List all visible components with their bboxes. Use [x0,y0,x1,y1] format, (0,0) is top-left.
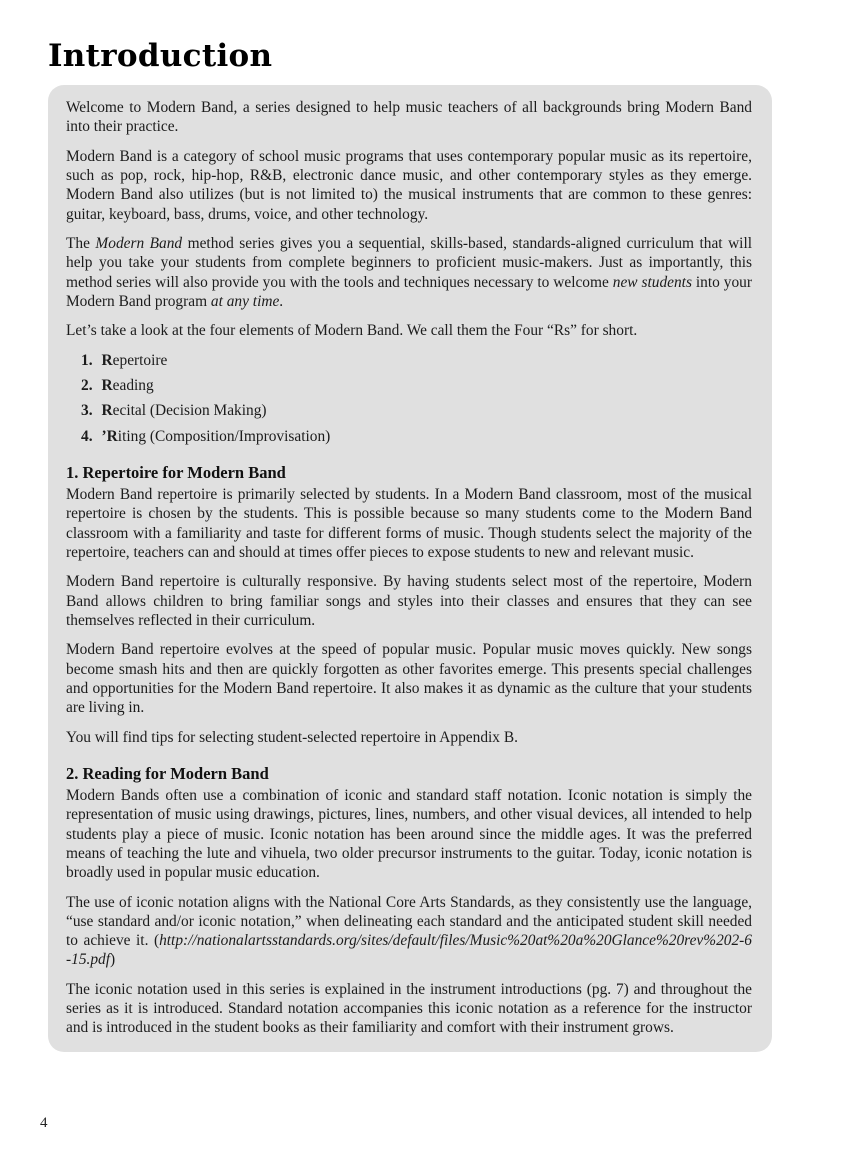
text-segment: . [279,292,284,310]
paragraph-definition: Modern Band is a category of school music programs that uses contemporary popular music as its repertoire, such as pop, rock, hip-hop, R&B, electronic dance music, and other contemporary styles as they emerge. Modern Band also utilizes (but is not limited to) the musical instruments that are common to these genres: guitar, keyboard, bass, drums, voice, and other technology. [66,147,752,223]
text-segment: ) [110,951,116,969]
list-number: 4. [81,427,93,445]
paragraph-repertoire-3: Modern Band repertoire evolves at the speed of popular music. Popular music moves quickly. New songs become smash hits and then are quickly forgotten as other favorites emerge. This presents special challenges and opportunities for the Modern Band repertoire. It also makes it as dynamic as the culture that your students are living in. [66,641,752,717]
list-lead-letter: ’R [101,427,118,445]
paragraph-reading-2 [66,893,752,970]
list-item [81,427,752,446]
list-label: ecital (Decision Making) [112,402,267,420]
paragraph-repertoire-2: Modern Band repertoire is culturally responsive. By having students select most of the repertoire, Modern Band allows children to bring familiar songs and styles into their classes and ensures that they can see themselves reflected in their curriculum. [66,573,752,629]
text-segment: method series gives you a sequential, skills-based, standards-aligned curriculum that will help you take your students from complete beginners to proficient music-makers. Just as importantly, this method series will also provide you with the tools and techniques necessary to welcome [66,234,753,291]
list-label: eading [112,376,154,394]
standards-url: http://nationalartsstandards.org/sites/default/files/Music%20at%20a%20Glance%20rev%202-6-15.pdf [66,932,752,969]
page-title: Introduction [48,38,273,74]
paragraph-method-series [66,234,752,311]
four-rs-list [81,351,752,446]
list-label: epertoire [112,351,168,369]
paragraph-repertoire-4: You will find tips for selecting student-selected repertoire in Appendix B. [66,728,518,746]
paragraph-four-rs-intro: Let’s take a look at the four elements of Modern Band. We call them the Four “Rs” for short. [66,322,638,340]
italic-segment: Modern Band [95,234,183,252]
paragraph-reading-3: The iconic notation used in this series is explained in the instrument introductions (pg. 7) and throughout the series as it is introduced. Standard notation accompanies this iconic notation as a reference for the instructor and is introduced in the student books as their familiarity and comfort with their instrument grows. [66,980,752,1037]
text-segment: The use of iconic notation aligns with the National Core Arts Standards, as they consistently use the language, “use standard and/or iconic notation,” when delineating each standard and the anticipated student skill needed to achieve it. ( [66,893,752,950]
paragraph-welcome: Welcome to Modern Band, a series designed to help music teachers of all backgrounds bring Modern Band into their practice. [66,99,752,136]
list-label: iting (Composition/Improvisation) [117,427,331,445]
text-segment: The [66,234,96,252]
list-item [81,401,752,420]
italic-segment: at any time [210,292,280,310]
list-lead-letter: R [101,402,113,420]
list-lead-letter: R [101,351,113,369]
section-heading-reading: 2. Reading for Modern Band [66,763,269,783]
page-number: 4 [40,1115,48,1131]
text-segment: into your Modern Band program [66,273,752,310]
paragraph-repertoire-1: Modern Band repertoire is primarily selected by students. In a Modern Band classroom, most of the musical repertoire is chosen by the students. This is possible because so many students come to the Modern Band classroom with a familiarity and taste for different forms of music. Though students select the majority of the repertoire, teachers can and should at times offer pieces to expose students to new and relevant music. [66,485,752,561]
list-number: 3. [81,402,93,420]
list-item [81,351,752,370]
list-lead-letter: R [101,376,113,394]
list-item [81,376,752,395]
list-number: 2. [81,376,93,394]
list-number: 1. [81,351,93,369]
italic-segment: new students [612,273,692,291]
paragraph-reading-1: Modern Bands often use a combination of iconic and standard staff notation. Iconic notation is simply the representation of music using drawings, pictures, lines, numbers, and other visual devices, all intended to help students play a piece of music. Iconic notation has been around since the middle ages. It was the preferred means of teaching the lute and vihuela, two older precursor instruments to the guitar. Today, iconic notation is broadly used in popular music education. [66,786,752,882]
section-heading-repertoire: 1. Repertoire for Modern Band [66,462,286,482]
content-panel [48,85,772,1052]
